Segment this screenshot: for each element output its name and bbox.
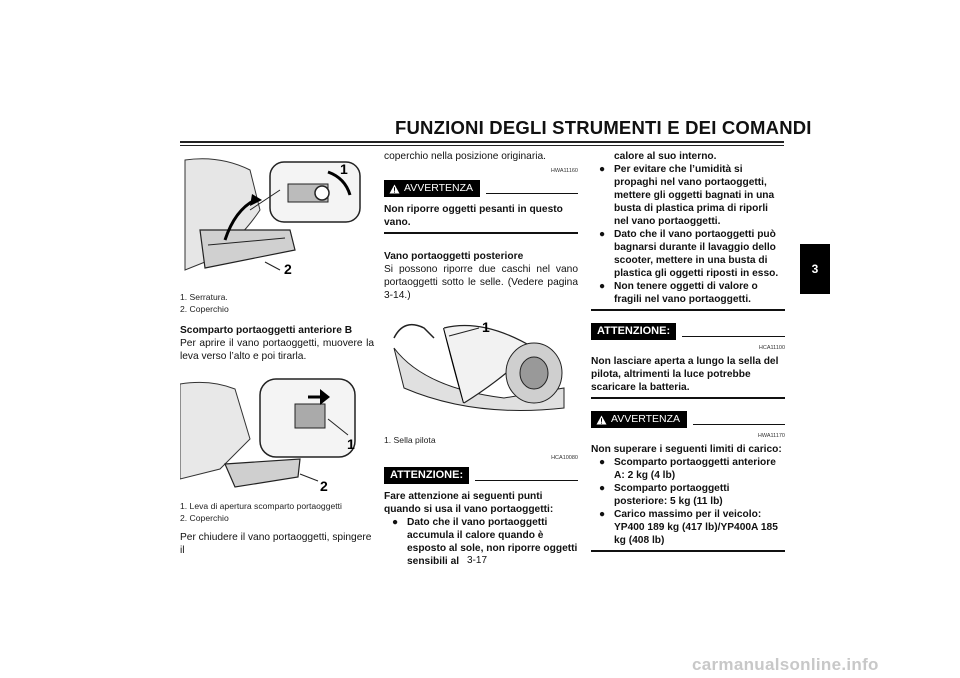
caution-bullet-text: Non tenere oggetti di valore o fragili nel vano portaoggetti.: [614, 281, 758, 305]
header-rule-thin: [180, 145, 784, 146]
page-number: 3-17: [467, 555, 488, 566]
warning-text-1: Non riporre oggetti pesanti in questo vano.: [384, 203, 578, 234]
fig2-callout-1: 1: [347, 436, 355, 452]
caution-badge: ATTENZIONE:: [384, 467, 469, 484]
intro-text: coperchio nella posizione originaria.: [384, 151, 546, 162]
bullet-dot-icon: ●: [599, 457, 606, 468]
caution-bullet: [591, 280, 785, 311]
caution-code-1: HCA10080: [551, 455, 578, 461]
column-2: [384, 150, 578, 568]
fig1-caption-item: 1. Serratura.: [180, 292, 228, 302]
fig2-caption-item: 1. Leva di apertura scomparto portaoggetti: [180, 501, 342, 511]
closing-text: Per chiudere il vano portaoggetti, spingere il: [180, 532, 372, 556]
load-limit-text: Carico massimo per il veicolo: YP400 189 kg (417 lb)/YP400A 185 kg (408 lb): [614, 509, 778, 546]
section-text-front: Per aprire il vano portaoggetti, muovere la leva verso l’alto e poi tirarla.: [180, 338, 374, 362]
section-title-front: Scomparto portaoggetti anteriore B: [180, 325, 353, 336]
bullet-dot-icon: ●: [599, 509, 606, 520]
warning-code-1: HWA11160: [550, 168, 578, 174]
section-title-rear: Vano portaoggetti posteriore: [384, 251, 524, 262]
caution-header-1: [384, 467, 578, 484]
caution-bullet-text: Dato che il vano portaoggetti può bagnarsi durante il lavaggio dello scooter, mettere in una busta di plastica gli oggetti riposti in esso.: [614, 229, 779, 279]
load-limit-item: [591, 482, 785, 508]
warning-label: AVVERTENZA: [404, 182, 474, 194]
bullet-dot-icon: ●: [392, 517, 399, 528]
column-3: [591, 150, 785, 552]
fig1-caption: [180, 291, 374, 315]
warning-text-2: Non superare i seguenti limiti di carico:: [591, 444, 782, 455]
warning-badge: [591, 411, 687, 428]
watermark: carmanualsonline.info: [692, 655, 879, 674]
warning-triangle-icon: [596, 415, 607, 425]
rider-seat-illustration: [384, 308, 578, 428]
column-1: [180, 150, 374, 557]
warning-code-2: HWA11170: [757, 433, 785, 439]
warning-header-1: [384, 180, 578, 197]
warning-label: AVVERTENZA: [611, 413, 681, 425]
load-limit-text: Scomparto portaoggetti posteriore: 5 kg (11 lb): [614, 483, 730, 507]
caution-bullet-text: Dato che il vano portaoggetti accumula il calore quando è esposto al sole, non riporre oggetti sensibili al: [407, 517, 578, 567]
bullet-dot-icon: ●: [599, 164, 606, 175]
fig2-caption-item: 2. Coperchio: [180, 513, 229, 523]
warning-rule: [486, 193, 578, 194]
page-header-title: FUNZIONI DEGLI STRUMENTI E DEI COMANDI: [395, 117, 812, 138]
fig2-callout-2: 2: [320, 478, 328, 494]
front-storage-lock-illustration: [180, 150, 374, 285]
chapter-tab: 3: [800, 244, 830, 294]
load-limit-item: [591, 456, 785, 482]
fig3-caption: 1. Sella pilota: [384, 435, 436, 445]
caution-rule: [682, 336, 785, 337]
continued-text: calore al suo interno.: [614, 151, 717, 162]
front-storage-lever-illustration: [180, 369, 374, 494]
caution-text-2: Non lasciare aperta a lungo la sella del pilota, altrimenti la luce potrebbe scaricare la batteria.: [591, 355, 785, 399]
load-limit-text: Scomparto portaoggetti anteriore A: 2 kg (4 lb): [614, 457, 776, 481]
caution-code-2: HCA11100: [758, 345, 785, 351]
warning-header-2: [591, 411, 785, 428]
caution-bullet-text: Per evitare che l’umidità si propaghi nel vano portaoggetti, mettere gli oggetti bagnati in una busta di plastica prima di riporli nel vano portaoggetti.: [614, 164, 775, 227]
fig1-callout-2: 2: [284, 261, 292, 277]
warning-triangle-icon: [389, 184, 400, 194]
caution-bullet: [591, 228, 785, 280]
caution-badge: ATTENZIONE:: [591, 323, 676, 340]
caution-rule: [475, 480, 578, 481]
fig1-caption-item: 2. Coperchio: [180, 304, 229, 314]
caution-bullet: [591, 163, 785, 228]
bullet-dot-icon: ●: [599, 281, 606, 292]
bullet-dot-icon: ●: [599, 229, 606, 240]
bullet-dot-icon: ●: [599, 483, 606, 494]
fig3-callout-1: 1: [482, 319, 490, 335]
warning-badge: [384, 180, 480, 197]
fig2-caption: [180, 500, 374, 524]
fig1-callout-1: 1: [340, 161, 348, 177]
warning-rule: [693, 424, 785, 425]
section-text-rear: Si possono riporre due caschi nel vano portaoggetti sotto le selle. (Vedere pagina 3-14.): [384, 264, 578, 301]
caution-header-2: [591, 323, 785, 340]
load-limit-item: [591, 508, 785, 552]
caution-text-1: Fare attenzione ai seguenti punti quando si usa il vano portaoggetti:: [384, 491, 554, 515]
header-rule: [180, 141, 784, 143]
